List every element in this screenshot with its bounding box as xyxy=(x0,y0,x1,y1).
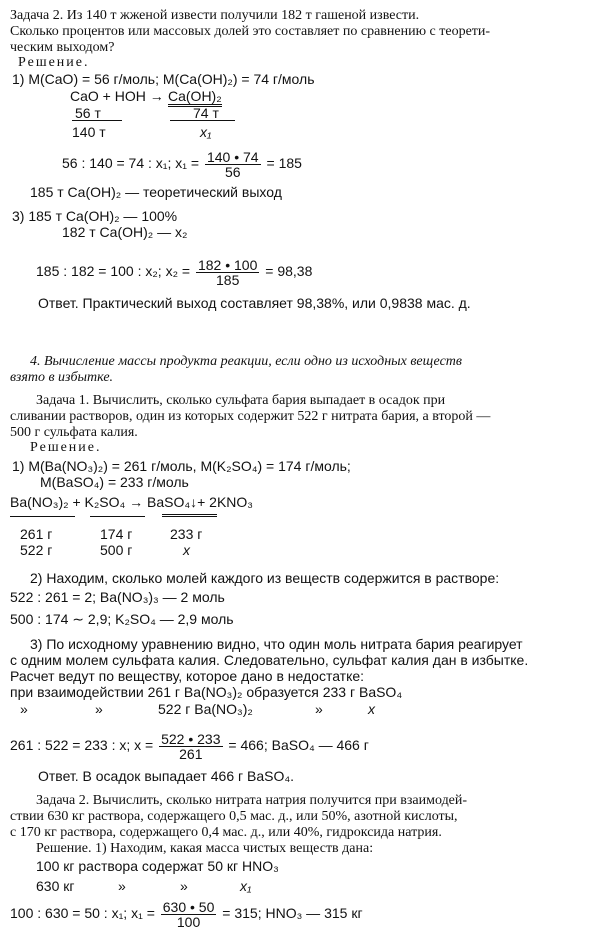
proportion-4: 100 : 630 = 50 : x₁; x₁ = $\frac{630 • 50}{100}$ = 315; HNO₃ — 315 кг xyxy=(10,899,363,930)
k-sulfate-mass: 174 г xyxy=(100,526,133,542)
step3-line2: с одним молем сульфата калия. Следовательно, сульфат калия дан в избытке. xyxy=(10,652,529,668)
solution-label: Решение. xyxy=(30,440,102,455)
ditto-mark: » xyxy=(95,701,103,717)
rule xyxy=(162,514,217,517)
rule xyxy=(10,516,75,517)
k-sulfate-given: 500 г xyxy=(100,542,133,558)
theoretical-yield: 185 т Ca(OH)₂ — теоретический выход xyxy=(30,184,282,200)
ditto-mark: » xyxy=(118,878,126,894)
rule xyxy=(90,516,145,517)
step3-line5: 522 г Ba(NO₃)₂ xyxy=(158,701,253,717)
answer-1: Ответ. Практический выход составляет 98,38%, или 0,9838 мас. д. xyxy=(38,295,471,311)
given-mass: 140 т xyxy=(72,124,106,140)
proportion-2: 185 : 182 = 100 : x₂; x₂ = $\frac{182 • 100}{185}$ = 98,38 xyxy=(36,257,313,288)
unknown-x: x xyxy=(368,701,375,717)
section-heading-cont: взято в избытке. xyxy=(10,370,114,385)
step2-line: 2) Находим, сколько молей каждого из веществ содержится в растворе: xyxy=(30,570,500,586)
solution-label: Решение. xyxy=(18,55,90,70)
rule xyxy=(170,120,235,121)
ba-sulfate-mass: 233 г xyxy=(170,526,203,542)
task2-line2: Сколько процентов или массовых долей это составляет по сравнению с теорети- xyxy=(10,24,491,39)
proportion-3: 261 : 522 = 233 : x; x = $\frac{522 • 233}{261}$ = 466; BaSO₄ — 466 г xyxy=(10,731,369,762)
task1-line3: 500 г сульфата калия. xyxy=(10,425,138,440)
equation-lhs: CaO + HOH → xyxy=(70,88,164,104)
mass-rhs: 74 т xyxy=(193,105,219,121)
molar-mass-line2: M(BaSO₄) = 233 г/моль xyxy=(40,474,189,490)
step3-line3: Расчет ведут по веществу, которое дано в недостатке: xyxy=(10,668,365,684)
task2b-line2: ствии 630 кг раствора, содержащего 0,5 мас. д., или 50%, азотной кислоты, xyxy=(10,809,458,824)
section-heading: 4. Вычисление массы продукта реакции, если одно из исходных веществ xyxy=(30,354,462,369)
ditto-mark: » xyxy=(20,701,28,717)
reaction-equation: Ba(NO₃)₂ + K₂SO₄ → BaSO₄↓+ 2KNO₃ xyxy=(10,494,253,510)
mass-lhs: 56 т xyxy=(75,105,101,121)
task2-line1: Задача 2. Из 140 т жженой извести получили 182 т гашеной извести. xyxy=(10,8,420,23)
step3-line1: 3) 185 т Ca(OH)₂ — 100% xyxy=(12,208,178,224)
answer-2: Ответ. В осадок выпадает 466 г BaSO₄. xyxy=(38,768,294,784)
molar-mass-line: 1) M(CaO) = 56 г/моль; M(Ca(OH)₂) = 74 г/моль xyxy=(12,71,315,87)
task1-line1: Задача 1. Вычислить, сколько сульфата бария выпадает в осадок при xyxy=(36,393,446,408)
unknown-x1: x₁ xyxy=(240,878,252,894)
task1-line2: сливании растворов, один из которых содержит 522 г нитрата бария, а второй — xyxy=(10,409,491,424)
unknown-x1: x₁ xyxy=(200,124,212,140)
ditto-mark: » xyxy=(315,701,323,717)
equation-rhs: Ca(OH)₂ xyxy=(168,88,222,104)
given-mass: 630 кг xyxy=(36,878,75,894)
rule xyxy=(72,120,122,121)
task2b-line5: 100 кг раствора содержат 50 кг HNO₃ xyxy=(36,858,279,874)
molar-mass-line: 1) M(Ba(NO₃)₂) = 261 г/моль, M(K₂SO₄) = 174 г/моль; xyxy=(12,458,351,474)
step3-line1: 3) По исходному уравнению видно, что один моль нитрата бария реагирует xyxy=(30,636,523,652)
ditto-mark: » xyxy=(180,878,188,894)
proportion-1: 56 : 140 = 74 : x₁; x₁ = $\frac{140 • 74}{56}$ = 185 xyxy=(62,149,302,180)
task2-line3: ческим выходом? xyxy=(10,40,115,55)
step3-line4: при взаимодействии 261 г Ba(NO₃)₂ образуется 233 г BaSO₄ xyxy=(10,684,403,700)
task2b-line1: Задача 2. Вычислить, сколько нитрата натрия получится при взаимодей- xyxy=(36,793,468,808)
task2b-line4: Решение. 1) Находим, какая масса чистых веществ дана: xyxy=(36,841,374,856)
ba-nitrate-mass: 261 г xyxy=(20,526,53,542)
task2b-line3: с 170 кг раствора, содержащего 0,4 мас. д., или 40%, гидроксида натрия. xyxy=(10,825,442,840)
ba-sulfate-x: x xyxy=(183,542,190,558)
ba-nitrate-given: 522 г xyxy=(20,542,53,558)
step2-b: 500 : 174 ∼ 2,9; K₂SO₄ — 2,9 моль xyxy=(10,611,234,627)
step2-a: 522 : 261 = 2; Ba(NO₃)₃ — 2 моль xyxy=(10,589,225,605)
step3-line2: 182 т Ca(OH)₂ — x₂ xyxy=(62,224,188,240)
